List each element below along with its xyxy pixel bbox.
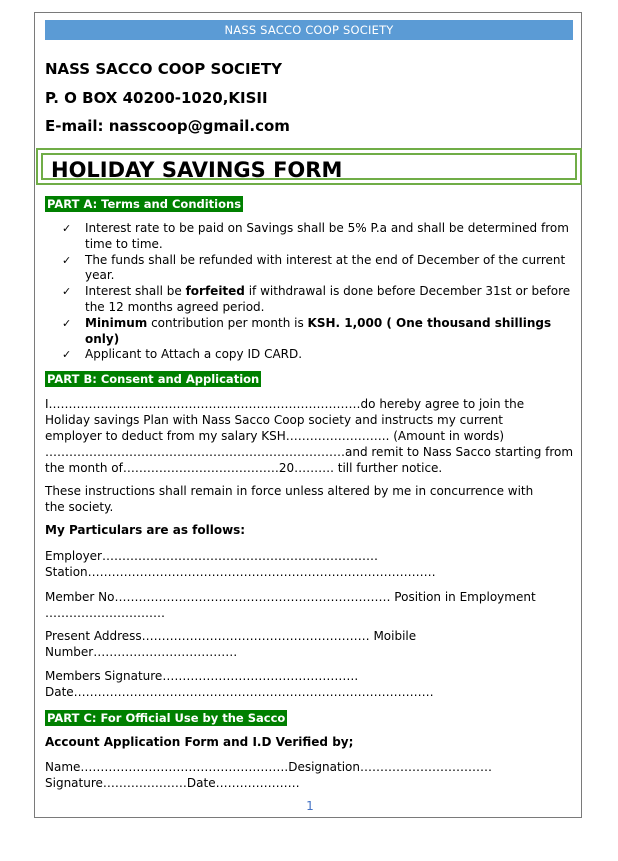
present-address-field[interactable]: Present Address………………………………………………… Moibile [45,629,417,643]
term-text-bold: Minimum [85,315,148,330]
consent-line: …………………………………………………………………and remit to Nass Sacco starting from [45,445,574,459]
part-c-heading: PART C: For Official Use by the Sacco [47,711,286,725]
official-signature-date-field[interactable]: Signature…………………Date………………… [45,776,300,790]
consent-paragraph [45,396,575,476]
member-no-field[interactable]: Member No…………………………………………………………… Position in Employment [45,590,536,604]
verified-heading: Account Application Form and I.D Verified by; [45,735,354,749]
member-no-fields [45,589,575,621]
members-signature-field[interactable]: Members Signature…………………………………………. [45,669,359,683]
checkmark-icon: ✓ [62,222,72,235]
employer-field[interactable]: Employer…………………………………………………………… [45,549,378,563]
term-text: Applicant to Attach a copy ID CARD. [85,347,303,362]
checkmark-icon: ✓ [62,285,72,299]
form-title-box [36,148,582,185]
mobile-number-field[interactable]: Number……………………………… [45,645,238,659]
org-email: E-mail: nasscoop@gmail.com [45,117,290,135]
checkmark-icon: ✓ [62,253,72,267]
term-item [62,347,572,363]
employer-station-fields [45,548,575,580]
consent-line: the month of…………………………………20………. till further notice. [45,461,443,475]
org-name: NASS SACCO COOP SOCIETY [45,60,282,78]
form-title: HOLIDAY SAVINGS FORM [51,158,343,182]
position-field[interactable]: ………………………… [45,606,165,620]
term-text-post: if withdrawal is done before December 31st or before the 12 months agreed period. [85,284,571,314]
term-text-bold: forfeited [185,284,245,299]
consent-line: I……………………………………………………………………do hereby agree to join the [45,397,525,411]
term-item [62,253,572,285]
term-text-mid: contribution per month is [147,315,308,330]
part-b-heading: PART B: Consent and Application [47,372,260,386]
page-number: 1 [306,799,314,813]
station-field[interactable]: Station…………………………………………………………………………… [45,565,436,579]
instructions-paragraph [45,483,575,515]
part-a-heading: PART A: Terms and Conditions [47,197,242,211]
address-fields [45,628,575,660]
signature-fields [45,668,575,700]
consent-line: employer to deduct from my salary KSH…………………….. (Amount in words) [45,429,505,443]
checkmark-icon: ✓ [62,316,72,330]
official-fields [45,759,575,791]
form-title-inner-border [41,153,577,180]
particulars-heading: My Particulars are as follows: [45,523,246,537]
date-field[interactable]: Date……………………………………………………………………………… [45,685,434,699]
header-banner: NASS SACCO COOP SOCIETY [45,20,573,40]
instructions-line: the society. [45,500,114,514]
org-postal-address: P. O BOX 40200-1020,KISII [45,89,268,107]
term-text: Interest rate to be paid on Savings shall be 5% P.a and shall be determined from time to time. [85,221,569,251]
checkmark-icon: ✓ [62,348,72,362]
term-text-amount: KSH. 1,000 ( One thousand shillings only) [85,315,552,346]
term-item [62,284,572,316]
name-designation-field[interactable]: Name…………………………………………….Designation…………………………… [45,760,492,774]
term-item [62,221,572,253]
term-text: The funds shall be refunded with interest at the end of December of the current year. [85,252,566,283]
term-item [62,316,572,348]
term-text-pre: Interest shall be [85,284,186,299]
terms-list [62,221,572,363]
consent-line: Holiday savings Plan with Nass Sacco Coop society and instructs my current [45,413,503,427]
instructions-line: These instructions shall remain in force unless altered by me in concurrence with [45,484,534,498]
